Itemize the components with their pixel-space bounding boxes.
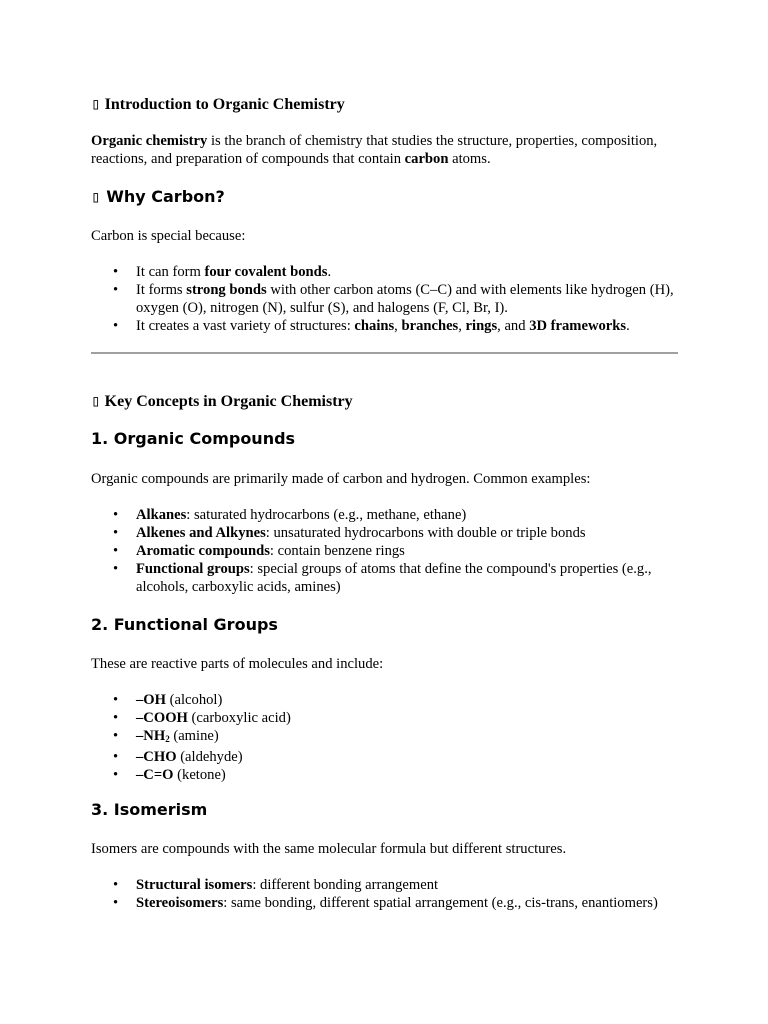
intro-title: Introduction to Organic Chemistry [104, 96, 345, 113]
list-item: • Alkenes and Alkynes: unsaturated hydrocarbons with double or triple bonds [91, 524, 681, 542]
list-item: • Structural isomers: different bonding arrangement [91, 876, 681, 894]
compounds-list [91, 506, 681, 596]
list-item: • –COOH (carboxylic acid) [91, 709, 681, 727]
why-carbon-lead: Carbon is special because: [91, 228, 246, 244]
functional-groups-heading: 2. Functional Groups [91, 615, 278, 634]
list-item: • It creates a vast variety of structures: chains, branches, rings, and 3D frameworks. [91, 317, 681, 335]
list-item: • It forms strong bonds with other carbon atoms (C–C) and with elements like hydrogen (H), oxygen (O), nitrogen (N), sulfur (S), and halogens (F, Cl, Br, I). [91, 281, 681, 317]
compounds-lead: Organic compounds are primarily made of carbon and hydrogen. Common examples: [91, 471, 591, 487]
list-item: • –OH (alcohol) [91, 691, 681, 709]
functional-groups-lead: These are reactive parts of molecules and include: [91, 656, 384, 672]
why-carbon-heading [91, 187, 225, 206]
list-item: • –CHO (aldehyde) [91, 748, 681, 766]
isomerism-heading: 3. Isomerism [91, 800, 208, 819]
list-item: • Alkanes: saturated hydrocarbons (e.g., methane, ethane) [91, 506, 681, 524]
isomerism-list [91, 876, 681, 912]
list-item: • Stereoisomers: same bonding, different spatial arrangement (e.g., cis-trans, enantiomers) [91, 894, 681, 912]
key-concepts-heading [91, 391, 353, 411]
list-item: • Functional groups: special groups of atoms that define the compound's properties (e.g., alcohols, carboxylic acids, amines) [91, 560, 681, 596]
missing-glyph-icon: ▯ [91, 391, 101, 410]
list-item: • –C=O (ketone) [91, 766, 681, 784]
why-carbon-title: Why Carbon? [106, 187, 225, 206]
isomerism-lead: Isomers are compounds with the same molecular formula but different structures. [91, 841, 567, 857]
why-carbon-list [91, 263, 681, 335]
intro-term: Organic chemistry [91, 133, 208, 149]
horizontal-divider [91, 352, 678, 354]
intro-heading [91, 94, 345, 114]
key-concepts-title: Key Concepts in Organic Chemistry [104, 393, 353, 410]
missing-glyph-icon: ▯ [91, 94, 101, 113]
missing-glyph-icon: ▯ [91, 187, 101, 206]
list-item: • It can form four covalent bonds. [91, 263, 681, 281]
compounds-heading: 1. Organic Compounds [91, 429, 296, 448]
intro-paragraph: Organic chemistry is the branch of chemistry that studies the structure, properties, composition, reactions, and preparation of compounds that contain carbon atoms. [91, 133, 658, 167]
list-item: • $-NH_2$ (amine) [91, 727, 681, 748]
list-item: • Aromatic compounds: contain benzene rings [91, 542, 681, 560]
functional-groups-list [91, 691, 681, 784]
